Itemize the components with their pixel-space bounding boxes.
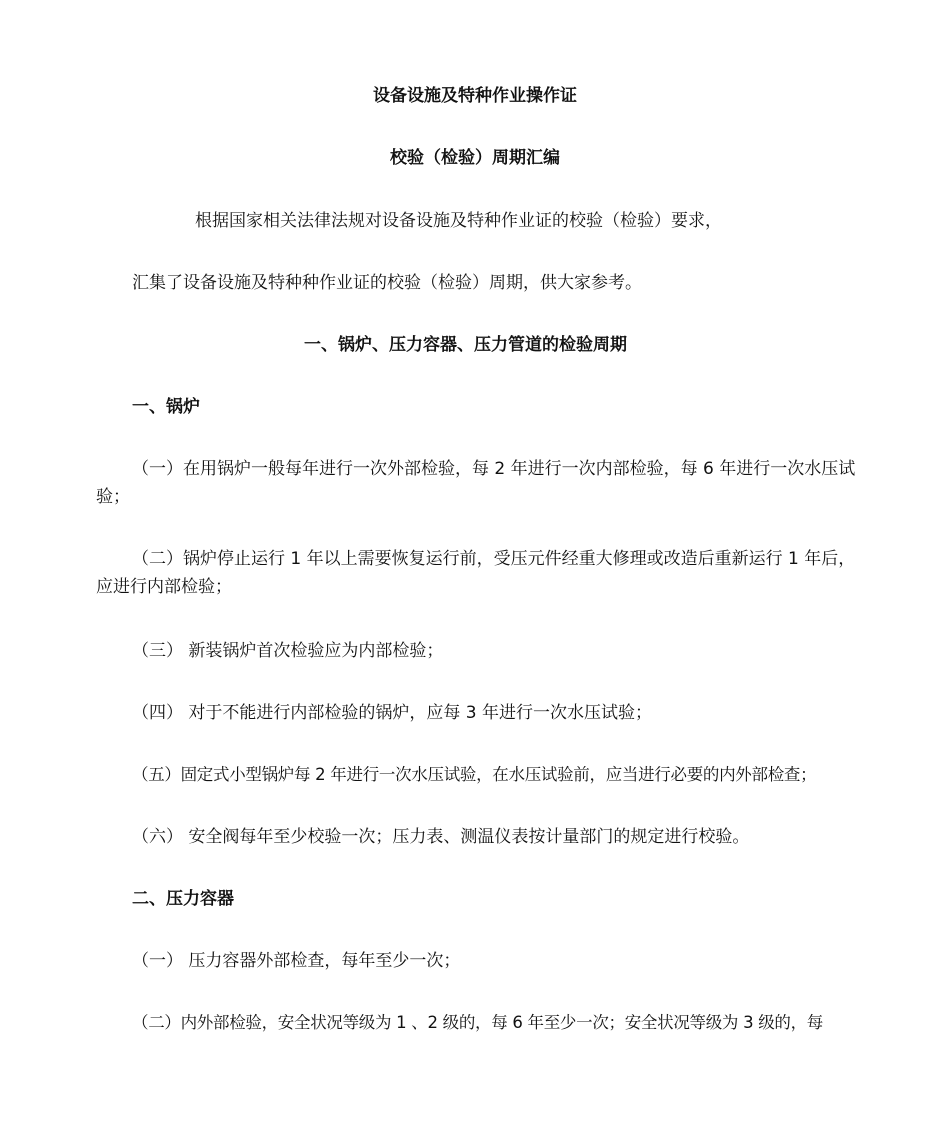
boiler-item-5: （五）固定式小型锅炉每 2 年进行一次水压试验，在水压试验前，应当进行必要的内外部检查；: [132, 765, 817, 784]
boiler-item-4: （四） 对于不能进行内部检验的锅炉，应每 3 年进行一次水压试验；: [132, 703, 653, 723]
section-heading: 一、锅炉、压力容器、压力管道的检验周期: [304, 335, 627, 355]
pressure-vessel-heading: 二、压力容器: [132, 889, 234, 909]
pressure-vessel-item-2: （二）内外部检验，安全状况等级为 1 、2 级的，每 6 年至少一次；安全状况等级为 3 级的，每: [132, 1013, 824, 1032]
boiler-item-1: （一）在用锅炉一般每年进行一次外部检验，每 2 年进行一次内部检验，每 6 年进行一次水压试验；: [96, 459, 856, 507]
pressure-vessel-item-1: （一） 压力容器外部检查，每年至少一次；: [132, 951, 461, 971]
boiler-item-6: （六） 安全阀每年至少校验一次；压力表、测温仪表按计量部门的规定进行校验。: [132, 827, 750, 847]
intro-line-2: 汇集了设备设施及特种种作业证的校验（检验）周期，供大家参考。: [132, 273, 642, 293]
boiler-item-3: （三） 新装锅炉首次检验应为内部检验；: [132, 641, 444, 661]
boiler-item-2: （二）锅炉停止运行 1 年以上需要恢复运行前，受压元件经重大修理或改造后重新运行 1 年后，应进行内部检验；: [96, 549, 856, 597]
boiler-heading: 一、锅炉: [132, 397, 200, 417]
intro-line-1: 根据国家相关法律法规对设备设施及特种作业证的校验（检验）要求，: [195, 211, 722, 231]
document-subtitle: 校验（检验）周期汇编: [390, 148, 560, 168]
document-title: 设备设施及特种作业操作证: [373, 86, 577, 106]
